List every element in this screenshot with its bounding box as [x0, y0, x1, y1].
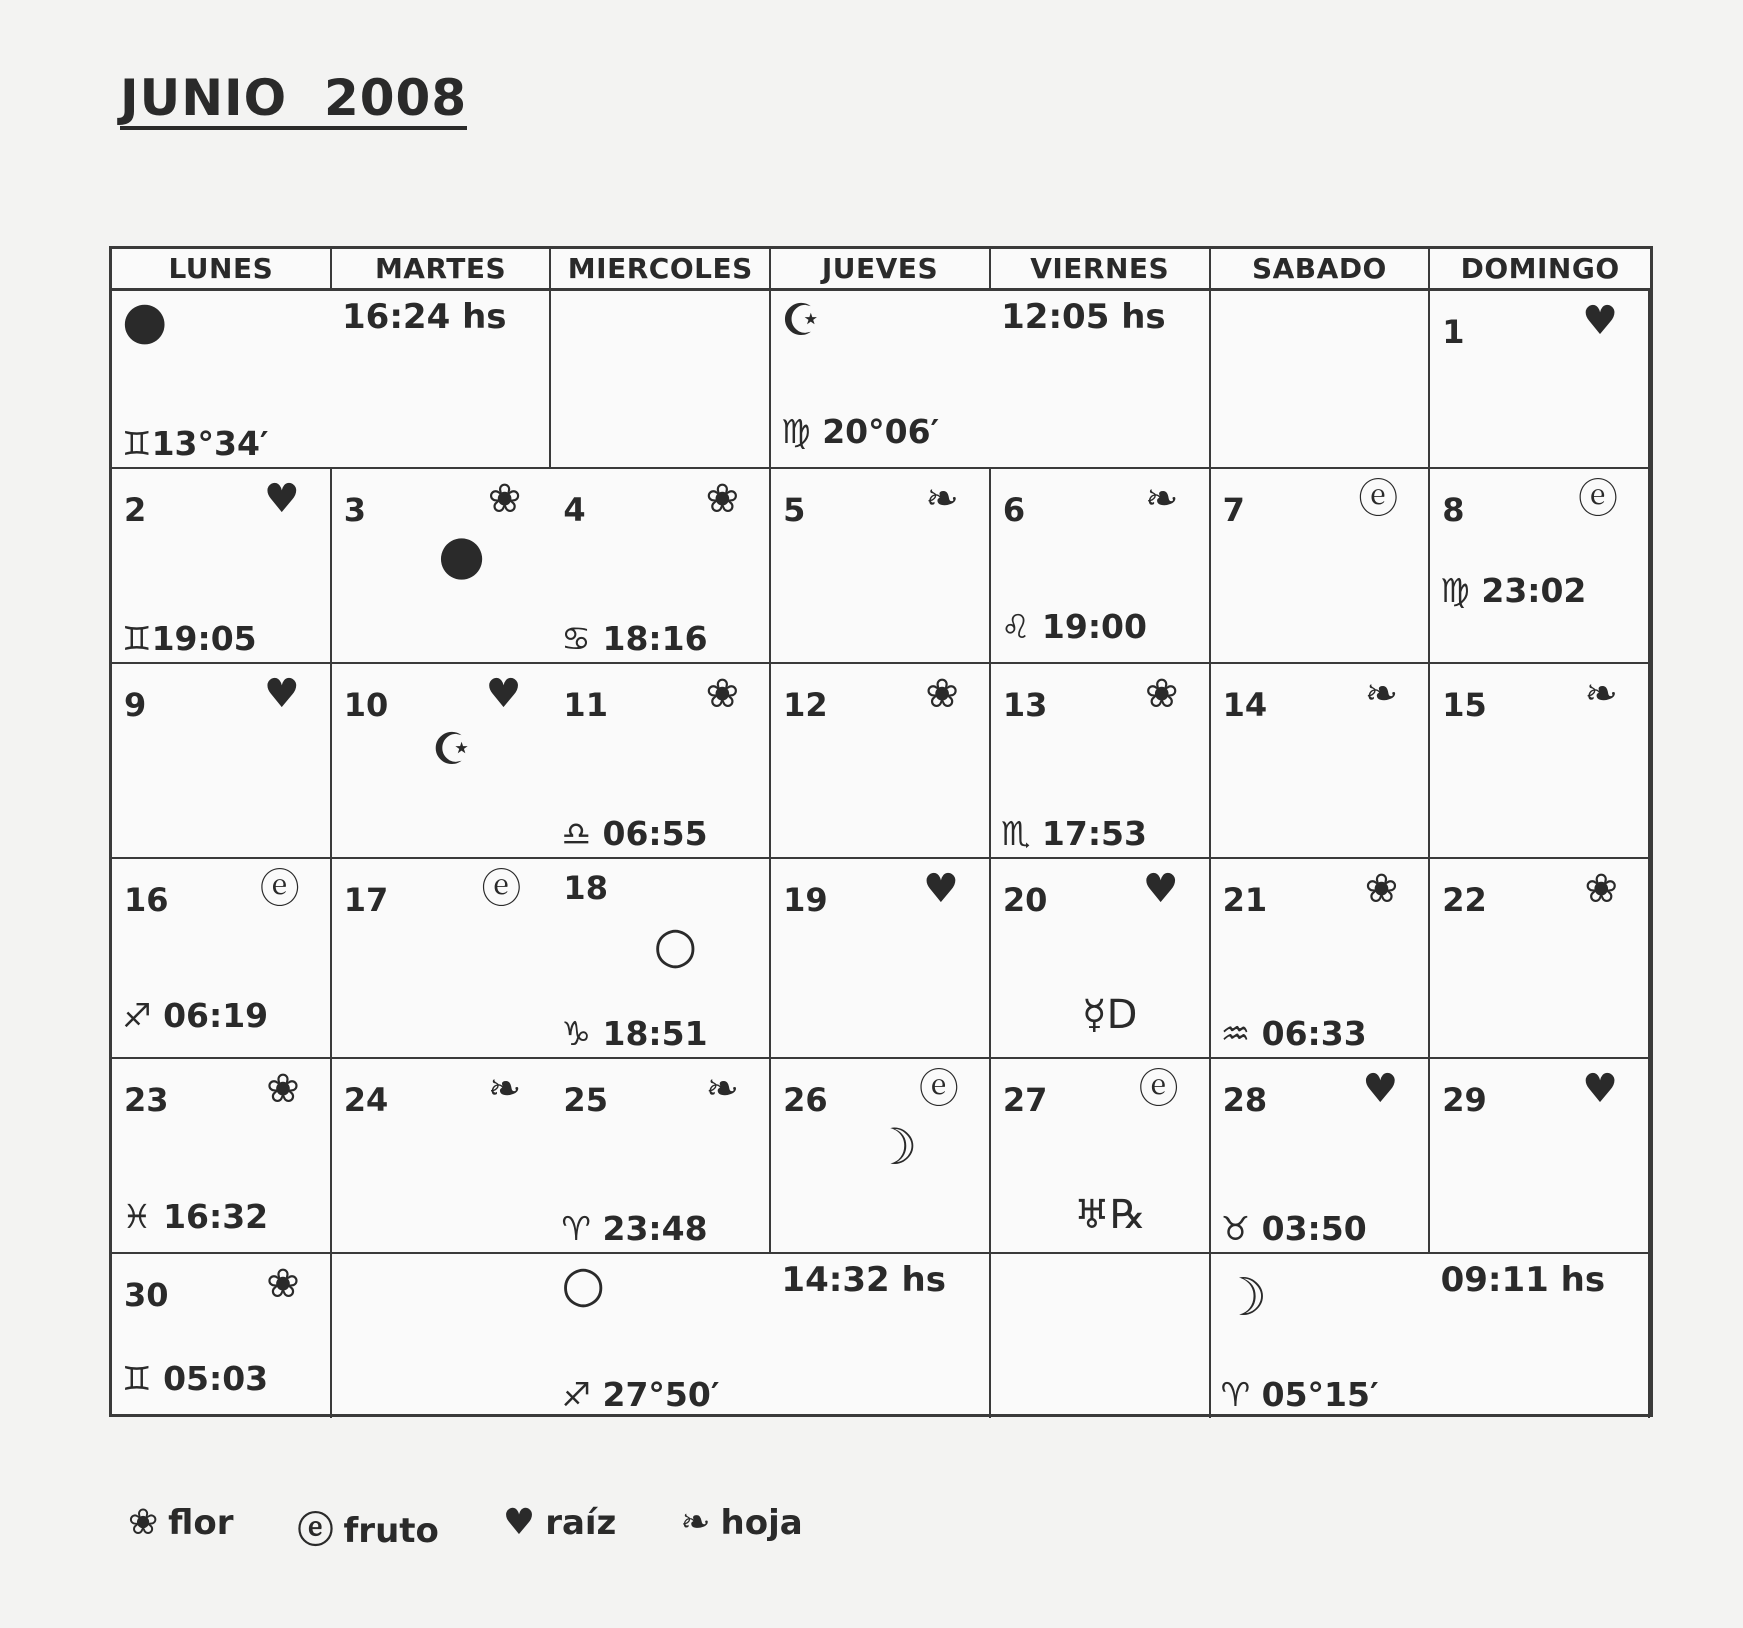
day-number: 10: [343, 686, 389, 724]
day-number: 7: [1222, 491, 1245, 529]
empty-day-cell: [332, 1254, 552, 1418]
flower-icon: ❀: [705, 476, 740, 522]
fruit-icon: ⓔ: [1577, 476, 1618, 522]
leaf-icon: ❧: [487, 1066, 522, 1112]
day-cell: [771, 664, 991, 859]
root-heart-icon: ♥: [263, 671, 300, 717]
first-quarter-position: ♍ 20°06′: [781, 412, 940, 451]
fruit-icon: ⓔ: [481, 866, 522, 912]
day-number: 17: [343, 881, 389, 919]
day-cell: [551, 664, 771, 859]
root-heart-icon: ♥: [263, 476, 300, 522]
moon-ingress: ♊ 05:03: [122, 1359, 269, 1398]
mercury-direct: ☿D: [1082, 992, 1138, 1038]
legend-label: raíz: [545, 1503, 617, 1543]
last-quarter-cell: [1211, 1254, 1650, 1418]
day-number: 25: [563, 1081, 608, 1119]
legend-item-raiz: [503, 1502, 616, 1553]
moon-ingress: ♓ 16:32: [122, 1197, 269, 1236]
calendar-title: JUNIO 2008: [120, 72, 467, 130]
new-moon-time: 16:24 hs: [342, 297, 507, 337]
day-number: 4: [563, 491, 586, 529]
day-number: 18: [563, 869, 608, 907]
root-heart-icon: ♥: [1362, 1066, 1399, 1112]
flower-icon: ❀: [128, 1502, 159, 1543]
last-quarter-position: ♈ 05°15′: [1220, 1375, 1379, 1414]
moon-ingress: ♉ 03:50: [1220, 1209, 1367, 1248]
moon-ingress: ♏ 17:53: [1000, 814, 1147, 853]
leaf-icon: ❧: [1145, 476, 1179, 522]
weekday-header: MIERCOLES: [551, 249, 771, 291]
day-number: 23: [124, 1081, 169, 1119]
day-cell: [991, 1059, 1211, 1254]
day-number: 15: [1442, 686, 1487, 724]
fruit-icon: ⓔ: [259, 866, 300, 912]
weekday-header: SABADO: [1211, 249, 1431, 291]
day-number: 11: [563, 686, 608, 724]
waning-moon-icon: ☽: [872, 1118, 918, 1176]
empty-day-cell: [1211, 291, 1431, 469]
empty-day-cell: [991, 1254, 1211, 1418]
legend-label: fruto: [343, 1511, 439, 1551]
full-moon-cell: [551, 1254, 990, 1418]
day-cell: [771, 1059, 991, 1254]
day-number: 13: [1002, 686, 1048, 724]
day-number: 14: [1222, 686, 1268, 724]
day-cell: [551, 1059, 771, 1254]
day-cell: [1430, 469, 1650, 664]
new-moon-icon: ●: [438, 523, 486, 586]
day-cell: [1211, 1059, 1431, 1254]
root-heart-icon: ♥: [1582, 1066, 1618, 1112]
root-heart-icon: ♥: [922, 866, 959, 912]
day-cell: [551, 859, 771, 1059]
full-moon-position: ♐ 27°50′: [561, 1375, 720, 1414]
first-quarter-time: 12:05 hs: [1001, 297, 1166, 337]
day-cell: [332, 859, 552, 1059]
legend: [128, 1502, 803, 1553]
day-number: 6: [1002, 491, 1026, 529]
new-moon-cell: [112, 291, 551, 469]
uranus-retrograde: ♅℞: [1073, 1192, 1146, 1238]
day-number: 24: [343, 1081, 389, 1119]
full-moon-time: 14:32 hs: [781, 1260, 946, 1300]
day-number: 20: [1002, 881, 1048, 919]
weekday-header: LUNES: [112, 249, 332, 291]
fruit-icon: ⓔ: [918, 1066, 959, 1112]
day-cell: [1430, 1059, 1650, 1254]
calendar-grid: [109, 246, 1653, 1417]
root-heart-icon: ♥: [1142, 866, 1179, 912]
leaf-icon: ❧: [925, 476, 959, 522]
crescent-moon-icon: ☪: [431, 724, 472, 775]
full-moon-icon: ○: [653, 916, 698, 974]
flower-icon: ❀: [266, 1261, 300, 1307]
root-heart-icon: ♥: [485, 671, 522, 717]
moon-ingress: ♐ 06:19: [122, 996, 269, 1035]
fruit-icon: ⓔ: [1138, 1066, 1179, 1112]
leaf-icon: ❧: [680, 1502, 711, 1543]
day-number: 26: [783, 1081, 828, 1119]
moon-ingress: ♈ 23:48: [561, 1209, 708, 1248]
weekday-header: MARTES: [332, 249, 552, 291]
moon-ingress: ♌ 19:00: [1000, 607, 1147, 646]
day-number: 8: [1442, 491, 1465, 529]
flower-icon: ❀: [705, 671, 740, 717]
day-cell: [991, 859, 1211, 1059]
day-cell: [1211, 469, 1431, 664]
day-number: 21: [1222, 881, 1268, 919]
weekday-header: DOMINGO: [1430, 249, 1650, 291]
day-cell: [332, 469, 552, 664]
moon-ingress: ♍ 23:02: [1440, 571, 1587, 610]
day-cell: [1211, 859, 1431, 1059]
first-quarter-cell: [771, 291, 1210, 469]
day-number: 19: [783, 881, 828, 919]
new-moon-icon: ●: [122, 291, 168, 351]
day-cell: [332, 664, 552, 859]
flower-icon: ❀: [266, 1066, 300, 1112]
legend-item-fruto: [298, 1502, 439, 1553]
legend-item-hoja: [680, 1502, 802, 1553]
day-number: 3: [343, 491, 366, 529]
day-number: 28: [1222, 1081, 1268, 1119]
moon-ingress: ♒ 06:33: [1220, 1014, 1367, 1053]
day-cell: [551, 469, 771, 664]
moon-ingress: ♊19:05: [122, 619, 257, 658]
root-heart-icon: ♥: [1582, 298, 1618, 344]
day-number: 5: [783, 491, 806, 529]
day-cell: [112, 1059, 332, 1254]
flower-icon: ❀: [1584, 866, 1618, 912]
day-cell: [991, 469, 1211, 664]
weekday-header: VIERNES: [991, 249, 1211, 291]
day-cell: [991, 664, 1211, 859]
moon-ingress: ♎ 06:55: [561, 814, 708, 853]
empty-day-cell: [551, 291, 771, 469]
day-cell: [112, 1254, 332, 1418]
day-number: 29: [1442, 1081, 1487, 1119]
day-cell: [1430, 859, 1650, 1059]
weekday-header: JUEVES: [771, 249, 991, 291]
waning-moon-icon: ☽: [1220, 1268, 1268, 1328]
day-number: 16: [124, 881, 169, 919]
root-heart-icon: ♥: [502, 1502, 536, 1543]
day-number: 1: [1442, 313, 1465, 351]
flower-icon: ❀: [1364, 866, 1399, 912]
legend-label: hoja: [720, 1503, 803, 1543]
day-number: 22: [1442, 881, 1487, 919]
moon-ingress: ♑ 18:51: [561, 1014, 708, 1053]
flower-icon: ❀: [925, 671, 959, 717]
leaf-icon: ❧: [1364, 671, 1399, 717]
day-cell: [112, 859, 332, 1059]
legend-label: flor: [168, 1503, 234, 1543]
fruit-icon: ⓔ: [1358, 476, 1399, 522]
flower-icon: ❀: [487, 476, 522, 522]
day-cell: [771, 469, 991, 664]
moon-ingress: ♋ 18:16: [561, 619, 708, 658]
crescent-moon-icon: ☪: [781, 295, 821, 346]
leaf-icon: ❧: [705, 1066, 740, 1112]
day-number: 27: [1002, 1081, 1048, 1119]
last-quarter-time: 09:11 hs: [1440, 1260, 1606, 1300]
legend-item-flor: [128, 1502, 234, 1553]
leaf-icon: ❧: [1584, 671, 1618, 717]
flower-icon: ❀: [1145, 671, 1179, 717]
day-number: 12: [783, 686, 828, 724]
day-number: 30: [124, 1276, 169, 1314]
day-cell: [1211, 664, 1431, 859]
full-moon-icon: ○: [561, 1255, 606, 1313]
day-cell: [1430, 291, 1650, 469]
day-number: 9: [124, 686, 147, 724]
day-cell: [1430, 664, 1650, 859]
day-cell: [112, 469, 332, 664]
day-number: 2: [124, 491, 147, 529]
day-cell: [112, 664, 332, 859]
fruit-icon: ⓔ: [297, 1510, 334, 1551]
day-cell: [771, 859, 991, 1059]
day-cell: [332, 1059, 552, 1254]
new-moon-position: ♊13°34′: [122, 424, 269, 463]
